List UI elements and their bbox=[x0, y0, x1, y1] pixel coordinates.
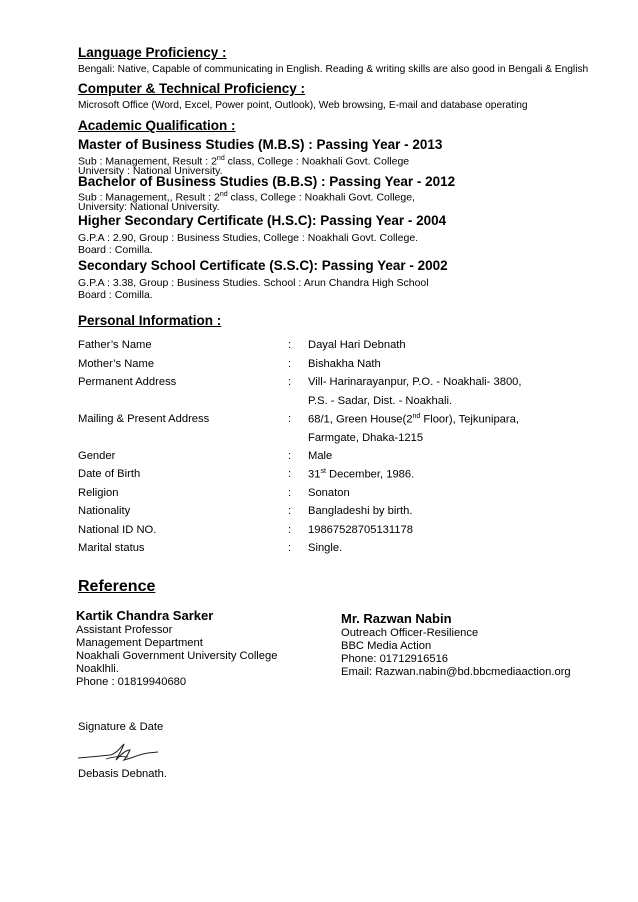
nationality-colon: : bbox=[288, 505, 292, 517]
ssc-title: Secondary School Certificate (S.S.C): Passing Year - 2002 bbox=[78, 258, 448, 273]
hsc-line1: G.P.A : 2.90, Group : Business Studies, College : Noakhali Govt. College. bbox=[78, 232, 419, 244]
mbs-line2: University : National University. bbox=[78, 165, 223, 177]
mother-label: Mother’s Name bbox=[78, 358, 155, 370]
ref1-line2: Management Department bbox=[76, 637, 203, 649]
nid-label: National ID NO. bbox=[78, 524, 157, 536]
permanent-value-2: P.S. - Sadar, Dist. - Noakhali. bbox=[308, 395, 453, 407]
religion-value: Sonaton bbox=[308, 487, 350, 499]
dob-value: 31st December, 1986. bbox=[308, 468, 415, 481]
signature-image bbox=[76, 738, 160, 764]
reference-heading: Reference bbox=[78, 578, 156, 595]
father-label: Father’s Name bbox=[78, 339, 152, 351]
dob-label: Date of Birth bbox=[78, 468, 141, 480]
mailing-value-1: 68/1, Green House(2nd Floor), Tejkunipara, bbox=[308, 413, 519, 426]
mother-colon: : bbox=[288, 358, 292, 370]
mailing-value-2: Farmgate, Dhaka-1215 bbox=[308, 432, 424, 444]
permanent-colon: : bbox=[288, 376, 292, 388]
language-heading: Language Proficiency : bbox=[78, 45, 227, 60]
bbs-line2: University: National University. bbox=[78, 201, 220, 213]
nationality-value: Bangladeshi by birth. bbox=[308, 505, 413, 517]
ref1-name: Kartik Chandra Sarker bbox=[76, 608, 214, 623]
bbs-line1: Sub : Management,, Result : 2nd class, College : Noakhali Govt. College, bbox=[78, 191, 415, 204]
marital-label: Marital status bbox=[78, 542, 145, 554]
ref1-line1: Assistant Professor bbox=[76, 624, 173, 636]
signature-name: Debasis Debnath. bbox=[78, 768, 167, 780]
mother-value: Bishakha Nath bbox=[308, 358, 381, 370]
nid-colon: : bbox=[288, 524, 292, 536]
computer-text: Microsoft Office (Word, Excel, Power point, Outlook), Web browsing, E-mail and database operating bbox=[78, 100, 528, 111]
nid-value: 19867528705131178 bbox=[308, 524, 413, 536]
marital-value: Single. bbox=[308, 542, 343, 554]
religion-label: Religion bbox=[78, 487, 119, 499]
dob-colon: : bbox=[288, 468, 292, 480]
mbs-title: Master of Business Studies (M.B.S) : Passing Year - 2013 bbox=[78, 137, 443, 152]
ref1-line4: Noaklhli. bbox=[76, 663, 119, 675]
permanent-value-1: Vill- Harinarayanpur, P.O. - Noakhali- 3800, bbox=[308, 376, 522, 388]
computer-heading: Computer & Technical Proficiency : bbox=[78, 81, 306, 96]
permanent-label: Permanent Address bbox=[78, 376, 177, 388]
ref2-line4: Email: Razwan.nabin@bd.bbcmediaaction.org bbox=[341, 666, 571, 678]
marital-colon: : bbox=[288, 542, 292, 554]
signature-label: Signature & Date bbox=[78, 721, 164, 733]
ref1-line3: Noakhali Government University College bbox=[76, 650, 278, 662]
ssc-line1: G.P.A : 3.38, Group : Business Studies. School : Arun Chandra High School bbox=[78, 277, 429, 289]
mbs-line1: Sub : Management, Result : 2nd class, College : Noakhali Govt. College bbox=[78, 155, 410, 168]
language-text: Bengali: Native, Capable of communicating in English. Reading & writing skills are also good in Bengali & English bbox=[78, 64, 589, 75]
ref1-line5: Phone : 01819940680 bbox=[76, 676, 187, 688]
ref2-line3: Phone: 01712916516 bbox=[341, 653, 449, 665]
father-colon: : bbox=[288, 339, 292, 351]
ref2-line1: Outreach Officer-Resilience bbox=[341, 627, 479, 639]
gender-value: Male bbox=[308, 450, 333, 462]
personal-heading: Personal Information : bbox=[78, 313, 222, 328]
ref2-name: Mr. Razwan Nabin bbox=[341, 611, 452, 626]
religion-colon: : bbox=[288, 487, 292, 499]
hsc-title: Higher Secondary Certificate (H.S.C): Passing Year - 2004 bbox=[78, 213, 447, 228]
hsc-line2: Board : Comilla. bbox=[78, 244, 153, 256]
mailing-colon: : bbox=[288, 413, 292, 425]
nationality-label: Nationality bbox=[78, 505, 131, 517]
gender-colon: : bbox=[288, 450, 292, 462]
gender-label: Gender bbox=[78, 450, 116, 462]
academic-heading: Academic Qualification : bbox=[78, 118, 236, 133]
father-value: Dayal Hari Debnath bbox=[308, 339, 406, 351]
mailing-label: Mailing & Present Address bbox=[78, 413, 210, 425]
bbs-title: Bachelor of Business Studies (B.B.S) : Passing Year - 2012 bbox=[78, 174, 456, 189]
ref2-line2: BBC Media Action bbox=[341, 640, 432, 652]
ssc-line2: Board : Comilla. bbox=[78, 289, 153, 301]
